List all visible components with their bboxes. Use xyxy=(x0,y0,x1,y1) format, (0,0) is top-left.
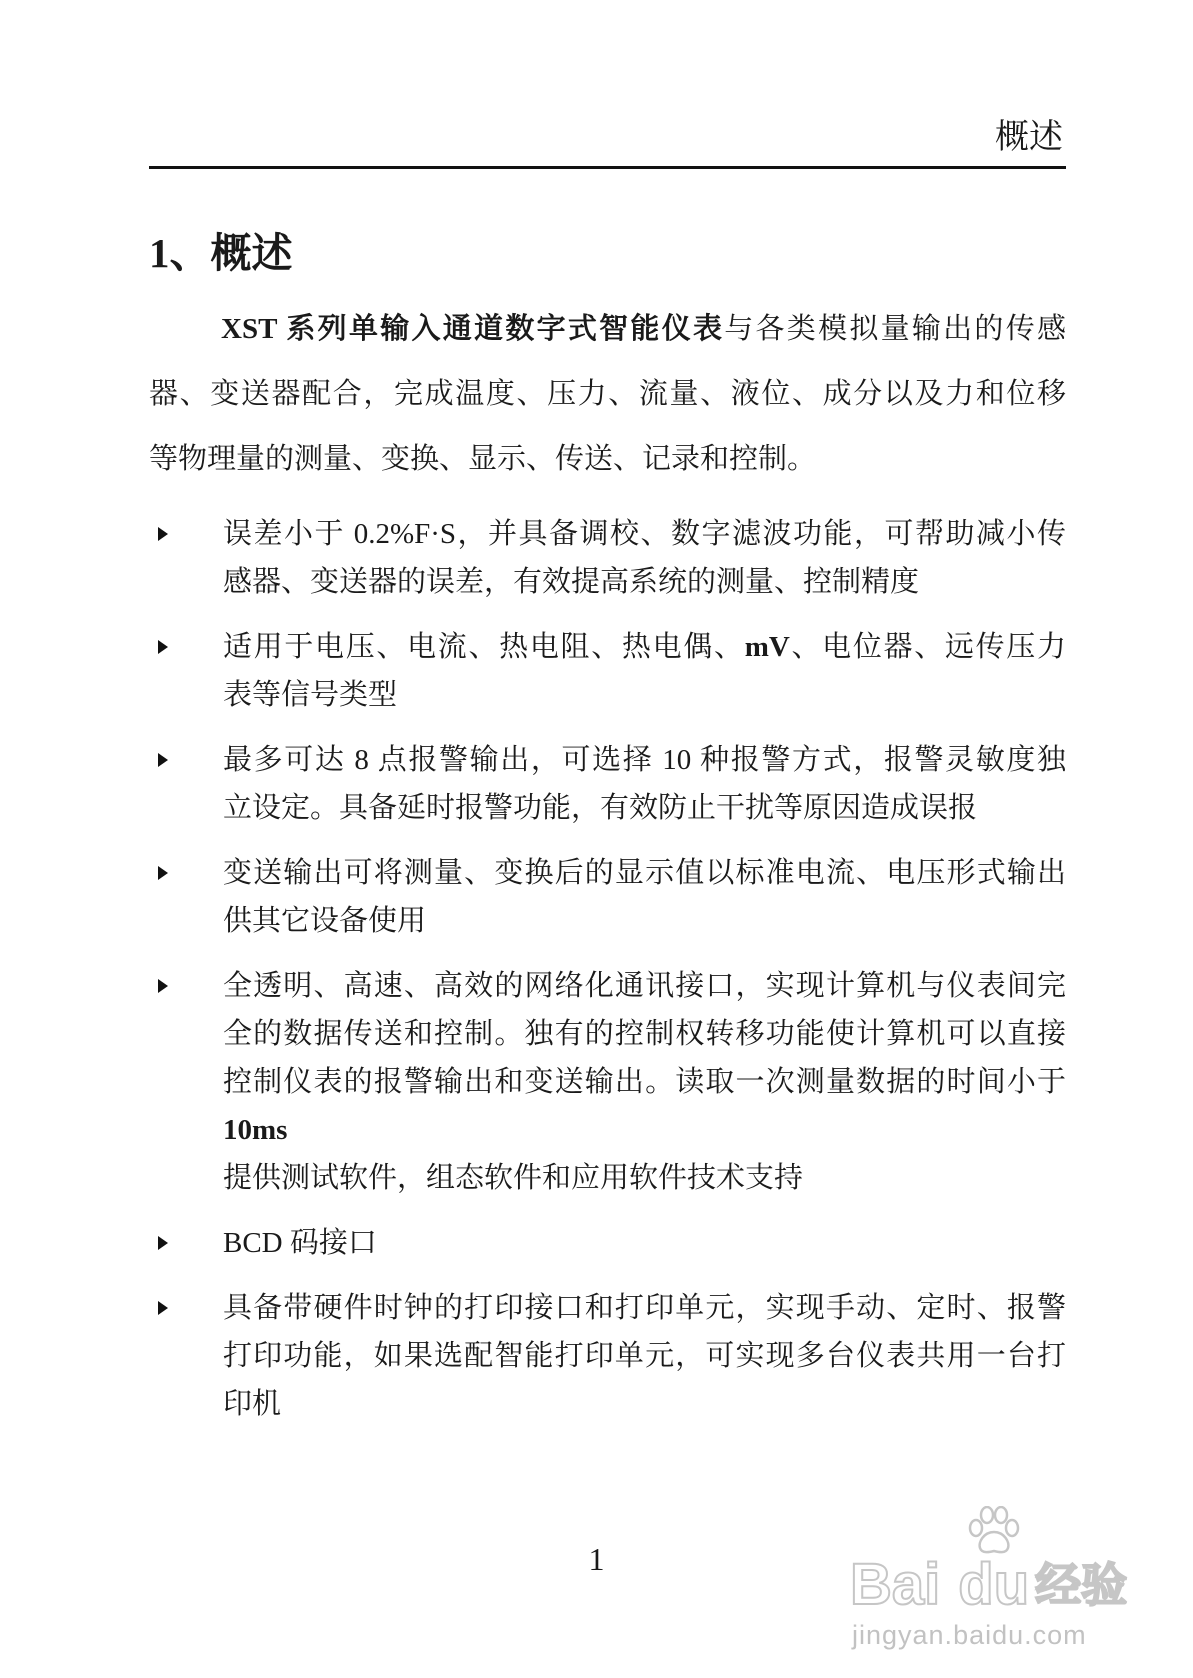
feature-line: 印机 xyxy=(223,1388,282,1420)
intro-line-3: 等物理量的测量、变换、显示、传送、记录和控制。 xyxy=(149,443,817,475)
feature-line: 最多可达 8 点报警输出，可选择 10 种报警方式，报警灵敏度独 xyxy=(223,744,1066,776)
intro-paragraph xyxy=(149,297,1066,492)
feature-line: BCD 码接口 xyxy=(223,1227,377,1259)
watermark-brand xyxy=(850,1554,1127,1616)
feature-line xyxy=(223,623,1066,671)
feature-item-printing xyxy=(149,1284,1066,1428)
feature-line-bold: 10ms xyxy=(223,1114,288,1146)
intro-line-2: 器、变送器配合，完成温度、压力、流量、液位、成分以及力和位移 xyxy=(149,378,1066,410)
feature-item-communication xyxy=(149,962,1066,1202)
feature-line: 全的数据传送和控制。独有的控制权转移功能使计算机可以直接 xyxy=(223,1018,1066,1050)
feature-list xyxy=(149,510,1066,1428)
feature-item-alarm xyxy=(149,736,1066,832)
header-rule xyxy=(149,166,1066,169)
feature-line: 全透明、高速、高效的网络化通讯接口，实现计算机与仪表间完 xyxy=(223,970,1066,1002)
feature-item-bcd xyxy=(149,1219,1066,1267)
watermark-brand-bai: Bai xyxy=(850,1552,941,1617)
feature-text-segment: 、电位器、远传压力 xyxy=(789,631,1066,663)
feature-line: 感器、变送器的误差，有效提高系统的测量、控制精度 xyxy=(223,566,920,598)
product-name: XST 系列单输入通道数字式智能仪表 xyxy=(221,313,725,345)
feature-item-signal-types xyxy=(149,623,1066,719)
watermark-brand-du: du xyxy=(958,1552,1030,1617)
watermark-brand-jingyan: 经验 xyxy=(1035,1559,1128,1611)
feature-line: 立设定。具备延时报警功能，有效防止干扰等原因造成误报 xyxy=(223,792,978,824)
triangle-right-icon xyxy=(158,527,168,541)
triangle-right-icon xyxy=(158,640,168,654)
triangle-right-icon xyxy=(158,753,168,767)
feature-line: 误差小于 0.2%F·S，并具备调校、数字滤波功能，可帮助减小传 xyxy=(223,518,1066,550)
baidu-jingyan-watermark xyxy=(850,1500,1150,1660)
feature-item-transmit-output xyxy=(149,849,1066,945)
paw-icon xyxy=(966,1506,1022,1556)
feature-line: 变送输出可将测量、变换后的显示值以标准电流、电压形式输出 xyxy=(223,857,1066,889)
watermark-url: jingyan.baidu.com xyxy=(852,1620,1087,1650)
feature-line: 控制仪表的报警输出和变送输出。读取一次测量数据的时间小于 xyxy=(223,1066,1066,1098)
triangle-right-icon xyxy=(158,866,168,880)
intro-line-1 xyxy=(149,297,1066,362)
feature-line: 提供测试软件，组态软件和应用软件技术支持 xyxy=(223,1162,804,1194)
feature-text-bold: mV xyxy=(744,631,790,663)
feature-line: 表等信号类型 xyxy=(223,679,398,711)
feature-line: 打印功能，如果选配智能打印单元，可实现多台仪表共用一台打 xyxy=(223,1340,1066,1372)
triangle-right-icon xyxy=(158,979,168,993)
feature-line: 具备带硬件时钟的打印接口和打印单元，实现手动、定时、报警 xyxy=(223,1292,1066,1324)
feature-line: 供其它设备使用 xyxy=(223,905,427,937)
intro-line-1-text: 与各类模拟量输出的传感 xyxy=(724,313,1066,345)
section-title: 1、概述 xyxy=(149,230,293,276)
feature-item-accuracy xyxy=(149,510,1066,606)
triangle-right-icon xyxy=(158,1236,168,1250)
feature-text-segment: 适用于电压、电流、热电阻、热电偶、 xyxy=(223,631,745,663)
running-header-title: 概述 xyxy=(995,119,1063,156)
page-number: 1 xyxy=(588,1541,605,1577)
triangle-right-icon xyxy=(158,1301,168,1315)
